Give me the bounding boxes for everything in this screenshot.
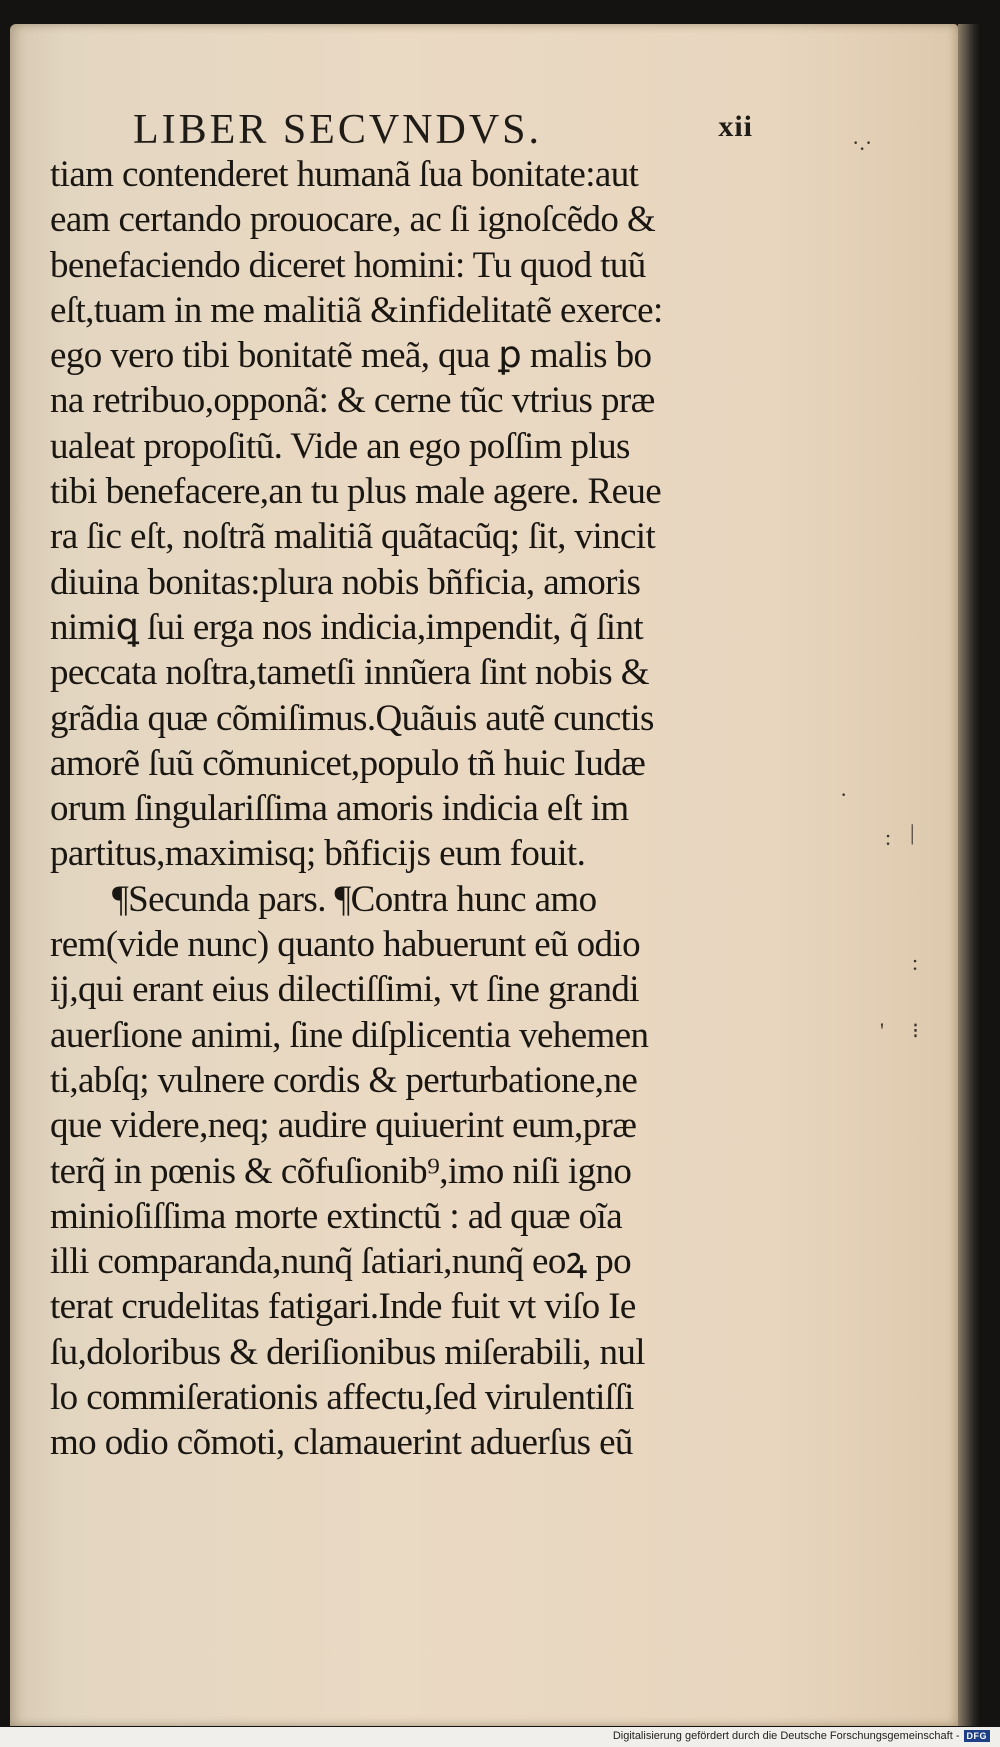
folio-number: xii (718, 110, 753, 143)
credit-text: Digitalisierung gefördert durch die Deutsche Forschungsgemeinschaft - (612, 1730, 960, 1742)
text-line: ij,qui erant eius dilectiſſimi, vt ſine grandi (50, 969, 639, 1011)
dfg-logo: DFG (964, 1730, 991, 1742)
text-line: ego vero tibi bonitatẽ meã, qua ꝑ malis bo (50, 335, 652, 377)
text-line: partitus,maximisq; bñficijs eum fouit. (50, 833, 586, 875)
text-line: terat crudelitas fatigari.Inde fuit vt viſo Ie (50, 1286, 636, 1328)
text-line: eam certando prouocare, ac ſi ignoſcẽdo & (50, 199, 656, 241)
text-block (50, 152, 790, 1466)
margin-speck: ·.· (852, 130, 873, 155)
margin-speck: | (910, 820, 915, 845)
text-line: grãdia quæ cõmiſimus.Quãuis autẽ cunctis (50, 697, 654, 739)
text-line: amorẽ ſuũ cõmunicet,populo tñ huic Iudæ (50, 742, 646, 784)
text-line: ſu,doloribus & deriſionibus miſerabili, nul (50, 1331, 645, 1373)
text-line: terq̃ in pœnis & cõfuſionib⁹,imo niſi igno (50, 1150, 632, 1192)
text-line: nimiꝗ ſui erga nos indicia,impendit, q̃ ſint (50, 606, 644, 648)
text-line: minioſiſſima morte extinctũ : ad quæ oĩa (50, 1195, 623, 1237)
text-line: na retribuo,opponã: & cerne tũc vtrius præ (50, 380, 655, 422)
text-line: ra ſic eſt, noſtrã malitiã quãtacũq; ſit, vincit (50, 516, 656, 558)
text-line: mo odio cõmoti, clamauerint aduerſus eũ (50, 1422, 633, 1464)
text-line: peccata noſtra,tametſi innũera ſint nobis & (50, 652, 649, 694)
text-line: que videre,neq; audire quiuerint eum,præ (50, 1105, 637, 1147)
margin-speck: ⁝ (912, 1018, 919, 1043)
running-title: LIBER SECVNDVS. (133, 107, 543, 153)
margin-marks (840, 130, 930, 1180)
margin-speck: ' (880, 1018, 884, 1043)
text-line: eſt,tuam in me malitiã &infidelitatẽ exerce: (50, 289, 663, 331)
text-line: orum ſingulariſſima amoris indicia eſt im (50, 788, 629, 830)
text-line: ualeat propoſitũ. Vide an ego poſſim plus (50, 425, 630, 467)
margin-speck: : (912, 950, 919, 975)
text-line: lo commiſerationis affectu,ſed virulentiſſi (50, 1377, 634, 1419)
margin-speck: · (840, 782, 848, 807)
digitization-credit (613, 1730, 990, 1742)
text-line: diuina bonitas:plura nobis bñficia, amoris (50, 561, 641, 603)
section-heading-line: ¶Secunda pars. ¶Contra hunc amo (112, 878, 597, 920)
text-line: ti,abſq; vulnere cordis & perturbatione,ne (50, 1059, 638, 1101)
margin-speck: : (885, 825, 892, 850)
page-edge-shadow (958, 24, 980, 1726)
text-line: tibi benefacere,an tu plus male agere. Reue (50, 471, 662, 513)
text-line: illi comparanda,nunq̃ ſatiari,nunq̃ eoꝝ po (50, 1241, 632, 1283)
text-line: rem(vide nunc) quanto habuerunt eũ odio (50, 924, 640, 966)
text-line: auerſione animi, ſine diſplicentia vehemen (50, 1014, 649, 1056)
text-line: tiam contenderet humanã ſua bonitate:aut (50, 154, 639, 195)
text-line: benefaciendo diceret homini: Tu quod tuũ (50, 244, 646, 286)
